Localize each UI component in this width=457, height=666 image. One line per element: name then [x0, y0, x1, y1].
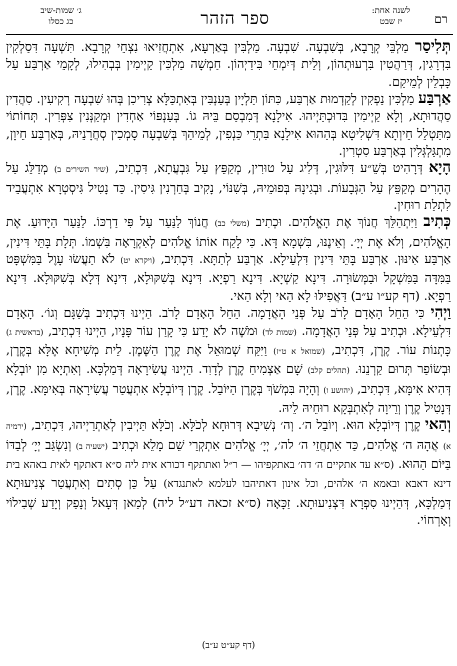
verse-reference: (ירמיה א) [6, 422, 451, 451]
folio-reference: (דף קע״ט ע״ב) [201, 641, 256, 651]
study-schedule-label [355, 6, 427, 36]
main-text [6, 38, 451, 638]
paragraph-text: אֲהָהּ ה׳ אֱלֹהִים, כַּד אִתְחֲזֵי ה׳ לה׳, יְיָ׳ אֱלֹהִים אִתְקְרֵי שֵׁם מָלֵא וּכְתִיב [107, 436, 444, 452]
verse-reference: (שמואל א ט״ז) [273, 346, 326, 356]
paragraph-text: וַיִּקַּח שְׁמוּאֵל אֶת קֶרֶן הַשֶּׁמֶן. לֵית מְשִׁיחָא אֶלָּא בְּקֶרֶן, וּבְשׂוֹפַר תְּרוּם קַרְנֵנוּ. [6, 341, 451, 377]
section-label [6, 6, 116, 36]
paragraph-lead: הָיָא [428, 158, 451, 177]
paragraph-2 [6, 90, 451, 159]
page-title: ספר הזהר [200, 9, 270, 29]
paragraph-lead: וְהַאי [424, 415, 451, 434]
paragraph-lead: תְּלִיסַר [415, 38, 451, 55]
paragraph-lead: אַרְבַּע [418, 89, 451, 108]
paragraph-1 [6, 38, 451, 90]
paragraph-text: כָּתְנוֹת עוֹר. קֶרֶן, דִּכְתִיב, [325, 341, 451, 357]
verse-reference: (שיר השירים ב) [54, 165, 109, 175]
section-line2: כג כסלו [48, 17, 74, 27]
verse-reference: (תהלים קלב) [307, 366, 350, 376]
section-line1: ג׳ שמות-שיב [40, 6, 82, 16]
paragraph-text: וְנִשְׂגַּב יְיָ׳ לְבַדּוֹ בַּיּוֹם הַהוּא. [6, 436, 451, 471]
paragraph-text: קֶרֶן דְּיוֹבְלָא הוּא. וְיוֹבֵל ה׳. וְה׳ נְשִׁיבָא דְּרוּחָא לְכֹלָּא. וְכֹלָּא תַּיְיבִין לְאַתְרַיְיהוּ, דִּכְתִיב, [26, 417, 425, 433]
paragraph-6 [6, 416, 451, 528]
paragraph-text: מְדַלֵּג עַל הֶהָרִים מְקַפֵּץ עַל הַגְּבָעוֹת. וּבְגִינָהּ בְּפוּמֵיהּ, בְּשִׁנּוֹי, נָקִיב בְּחַרְנִין גִּיסִין. כַּד נָטִיל גִּיסְטְרָא אִתְעֲבֵיד לִתְלַת רוּחִין. [6, 160, 451, 213]
paragraph-4 [6, 213, 451, 304]
paragraph-lead: וַיְהִי [430, 303, 451, 322]
paragraph-5 [6, 304, 451, 416]
paragraph-text: מַלְכִּין נַפְקִין לְקַדְמוּת אַרְבַּע, כִּתּוֹן תַּלְיָין בְּעַנְבִּין בְּאִתְכַּלָּא צְרִיכִן בְּהוּ שִׁבְעָה רְקִיעִין. סִהֲדִין סַהֲדוּתָא, וְלָא קַיְימִין בִּדוּכְתַּיְיהוּ. אִילָנָא דְּמִבְסַם בֵּיהּ גוֹ. בְּעַנְפּוֹי אַחְדִין וּמְקַנְּנִין צִפְּרִין. תְּחוֹתוֹי מִתַּטְלֵל חֵיוְתָא דִּשְׁלִיטָא בְּהַהוּא אִילָנָא בִּתְרֵי כַּנְפִין, לְמֵיהַךְ בְּשִׁבְעָה סָמְכִין סְחֲרָנֵיהּ, בְּאַרְבַּע חֵיוָן, מִתְגַּלְגְּלִין בְּאַרְבַּע סִטְרִין. [6, 91, 451, 159]
paragraph-text: עַל כֵּן סְתִים וְאִתְעֲטַר צְנִיעוּתָא דְּמַלְכָּא, דְּהַיְינוּ סִפְרָא דִּצְנִיעוּתָא. זַכָּאָה (ס״א זכאה דע״ל ליה) לְמַאן דְּעָאל וְנָפַק וְיָדַע שְׁבִילוֹי וְאָרְחוֹי. [6, 475, 451, 527]
paragraph-text: חֲנוֹךְ לַנַּעַר עַל פִּי דַרְכּוֹ. לַנַּעַר הַיָּדוּעַ. אֶת הָאֱלֹהִים, וְלֹא אֶת יְיָ׳. וְאֵינֶנּוּ, בִּשְׁמָא דָּא. כִּי לָקַח אוֹתוֹ אֱלֹהִים לְאִקְרָאָה בִּשְׁמוֹ. תְּלָת בָּתֵּי דִּינִין, אַרְבַּע אִינּוּן. אַרְבַּע בָּתֵּי דִּינִין דִּלְעֵילָא. אַרְבַּע לְתַתָּא. דִּכְתִיב, [6, 214, 451, 267]
paragraph-text: דְּרָהִיט בְּשֵׁ״ע דִּלּוּגִין, דְּלִיג עַל טוּרִין, מְקַפֵּץ עַל גִּבְעֲתָא, דִּכְתִיב, [108, 160, 429, 176]
study-label-line2: יז שבט [379, 17, 403, 27]
gloss-note: (ס״א עד אתקיים ה׳ דה׳ באתקפיהו — ר״ל ואתתקף דכורא אית ליה ס״א דאתקף לאית באהא בית דינא דאבא ובאמא ה׳ אלהים, וכל אינון דאתיהבו לעלמא לאתנגדא) [6, 458, 451, 491]
paragraph-text: מַלְבֵּי קְרָבָא, בְּשִׁבְעָה. שִׁבְעָה. מַלְבִּין בְּאַרְעָא, אִתְחֲזִיאוּ נִצְחֵי קְרָבָא. תִּשְׁעָה דִּסַלְקִין בִּדְרָגִין, דְּרַהֲטִין בִּרְעוּתְהוֹן, וְלֵית דְּיִמְחֵי בִּידַיְהוֹן. חַמְשָׁה מַלְכִּין קַיְימִין בְּבְהִילוּ, לְקָמֵי אַרְבַּע עַל כָּבְלֵין לְמֵיקַם. [6, 39, 451, 89]
paragraph-text: לֹא תַעֲשׂוּ עָוֶל בַּמִּשְׁפָּט בַּמִּדָּה בַּמִּשְׁקָל וּבַמְּשׂוּרָה. דִּינָא קַשְׁיָא. דִּינָא רַפְיָא. דִּינָא בְּשִׁקּוּלָא, דִּינָא דְּלָא בְּשִׁקּוּלָא. דִּינָא רַפְיָא. (דף קע״ו ע״ב) דַּאֲפִילּוּ לָא הַאי וְלָא הַאי. [6, 251, 451, 303]
study-label-line1: לשנה אחת: [371, 6, 411, 16]
paragraph-text: כִּי הֵחֵל הָאָדָם לָרֹב עַל פְּנֵי הָאֲדָמָה. הֵחֵל הָאָדָם לָרֹב. הַיְינוּ דִּכְתִיב בְּשַׁגָּם וְגוֹ׳. הָאָדָם דִּלְעֵילָא. וּכְתִיב עַל פְּנֵי הָאֲדָמָה. [6, 305, 451, 338]
paragraph-text: וַיִּתְהַלֵּךְ חֲנוֹךְ אֶת הָאֱלֹהִים. וּכְתִיב [249, 214, 424, 230]
verse-reference: (יהושע ו) [323, 385, 354, 395]
verse-reference: (ישעיה ב) [75, 441, 108, 451]
daf-marker: רם [434, 12, 448, 26]
verse-reference: (משלי כב) [214, 219, 250, 229]
header-divider [6, 34, 453, 35]
verse-reference: (שמות לד) [262, 327, 297, 337]
paragraph-lead: כְּתִיב [423, 212, 451, 231]
paragraph-text: שָׁם אַצְמִיחַ קֶרֶן לְדָוִד. הַיְינוּ עֲשִׂירָאָה דְּמַלְכָּא. וְאִתְיָא מִן יוֹבְלָא דְּהִיא אִימָּא, דִּכְתִיב, [6, 361, 451, 396]
paragraph-text: וּמֹשֶׁה לֹא יָדַע כִּי קָרַן עוֹר פָּנָיו, הַיְינוּ דִּכְתִיב, [43, 322, 263, 338]
verse-reference: (ויקרא יט) [120, 256, 155, 266]
paragraph-3 [6, 159, 451, 213]
paragraph-text: וְהָיָה בִּמְשֹׁךְ בְּקֶרֶן הַיּוֹבֵל. קֶרֶן דְּיוֹבְלָא אִתְעֲטַר עֲשִׂירָאָה בְּאִימָּא. קֶרֶן, דְּנָטִיל קֶרֶן וְרֵיוָה לְאִתְבְּקָא רוּחֵיהּ לֵיהּ. [6, 380, 451, 415]
verse-reference: (בראשית ג) [6, 327, 44, 337]
